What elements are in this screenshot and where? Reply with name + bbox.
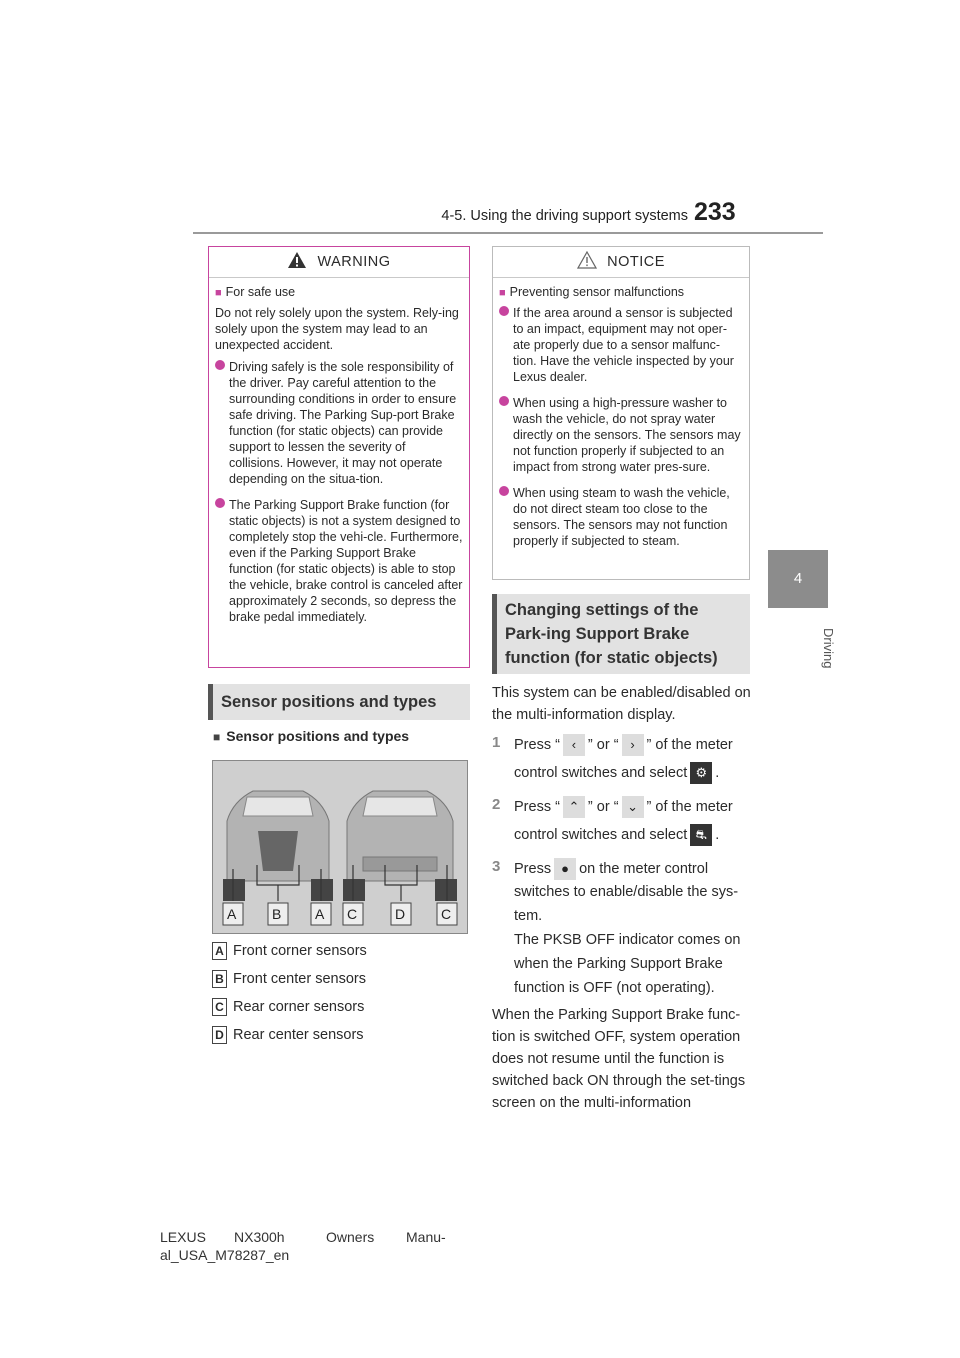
chapter-tab: 4: [768, 550, 828, 608]
settings-closing: When the Parking Support Brake func-tion is switched OFF, system operation does not resume until the function is switched back ON through the set-tings screen on the multi-information: [492, 1007, 746, 1111]
step-line: Press “ ⌃ ” or “ ⌄ ” of the meter: [514, 796, 733, 818]
step-line: control switches and select ⚙ .: [514, 762, 719, 784]
header-section-title: 4-5. Using the driving support systems: [441, 208, 688, 224]
legend-item: D Rear center sensors: [212, 1026, 364, 1048]
step-2: [492, 796, 754, 852]
square-bullet-icon: ■: [499, 287, 506, 299]
notice-bullet: If the area around a sensor is subjected to an impact, equipment may not oper-ate properly due to a sensor malfunc-tion. Have the vehicle inspected by your Lexus dealer.: [499, 305, 743, 385]
settings-section-heading: Changing settings of the Park-ing Support Brake function (for static objects): [492, 594, 750, 674]
diagram-label: C: [441, 906, 452, 922]
step-line: The PKSB OFF indicator comes on: [514, 932, 741, 948]
chevron-down-icon: ⌄: [622, 796, 644, 818]
step-line: switches to enable/disable the sys-: [514, 884, 739, 900]
settings-intro: This system can be enabled/disabled on the multi-information display.: [492, 685, 751, 723]
page-number: 233: [694, 198, 736, 226]
vehicle-illustration: [213, 761, 467, 933]
chevron-up-icon: ⌃: [563, 796, 585, 818]
sensor-section-heading: Sensor positions and types: [208, 684, 470, 720]
header-divider: [193, 232, 823, 234]
chevron-right-icon: ›: [622, 734, 644, 756]
step-number: 2: [492, 796, 501, 813]
notice-box: [492, 246, 750, 580]
notice-title: NOTICE: [607, 254, 665, 270]
diagram-label: C: [347, 906, 358, 922]
diagram-label: B: [272, 906, 282, 922]
bullet-dot-icon: [499, 486, 509, 496]
sensor-subheading: ■ Sensor positions and types: [213, 728, 410, 744]
step-1: [492, 734, 754, 790]
warning-title: WARNING: [317, 254, 391, 270]
notice-header: [493, 247, 749, 278]
step-line: tem.: [514, 908, 543, 924]
warning-triangle-icon: [287, 251, 307, 273]
footer: LEXUS NX300h Owners Manu- al_USA_M78287_en: [160, 1229, 446, 1263]
bullet-dot-icon: [499, 396, 509, 406]
diagram-label: A: [227, 906, 237, 922]
legend-item: B Front center sensors: [212, 970, 366, 992]
warning-box: [208, 246, 470, 668]
bullet-dot-icon: [215, 360, 225, 370]
legend-item: C Rear corner sensors: [212, 998, 364, 1020]
bullet-dot-icon: [499, 306, 509, 316]
notice-triangle-icon: [577, 251, 597, 273]
notice-bullet: When using a high-pressure washer to wash the vehicle, do not spray water directly on the sensors. The sensors may not function properly if subjected to an impact from strong water pres-sure.: [499, 395, 743, 475]
step-number: 1: [492, 734, 501, 751]
warning-bullet: Driving safely is the sole responsibility of the driver. Pay careful attention to the surrounding conditions in order to ensure safe driving. The Parking Sup-port Brake function (for static objects) can provide support to lessen the severity of collisions. However, it may not operate depending on the situa-tion.: [215, 359, 463, 487]
diagram-label: A: [315, 906, 325, 922]
step-3: [492, 858, 754, 1002]
square-bullet-icon: ■: [215, 287, 222, 299]
chapter-name: Driving: [821, 627, 836, 669]
vehicle-settings-icon: ⛐: [690, 824, 712, 846]
step-number: 3: [492, 858, 501, 875]
warning-subheading: ■ For safe use: [215, 285, 296, 299]
diagram-label: D: [395, 906, 406, 922]
enter-dot-icon: ●: [554, 858, 576, 880]
warning-intro: Do not rely solely upon the system. Rely-ing solely upon the system may lead to an unexpected accident.: [215, 306, 459, 352]
legend-item: A Front corner sensors: [212, 942, 367, 964]
sensor-diagram: [212, 760, 468, 934]
warning-header: [209, 247, 469, 278]
step-line: Press “ ‹ ” or “ › ” of the meter: [514, 734, 733, 756]
notice-subheading: ■ Preventing sensor malfunctions: [499, 285, 685, 299]
step-line: when the Parking Support Brake: [514, 956, 723, 972]
bullet-dot-icon: [215, 498, 225, 508]
notice-bullet: When using steam to wash the vehicle, do not direct steam too close to the sensors. The sensors may not function properly if subjected to steam.: [499, 485, 743, 549]
step-line: Press ● on the meter control: [514, 858, 708, 880]
square-bullet-icon: ■: [213, 730, 221, 744]
chevron-left-icon: ‹: [563, 734, 585, 756]
step-line: control switches and select ⛐ .: [514, 824, 719, 846]
settings-gear-icon: ⚙: [690, 762, 712, 784]
step-line: function is OFF (not operating).: [514, 980, 715, 996]
warning-bullet: The Parking Support Brake function (for static objects) is not a system designed to completely stop the vehi-cle. Furthermore, even if the Parking Support Brake function (for static objects) is able to stop the vehicle, brake control is canceled after approximately 2 seconds, so depress the brake pedal immediately.: [215, 497, 463, 625]
